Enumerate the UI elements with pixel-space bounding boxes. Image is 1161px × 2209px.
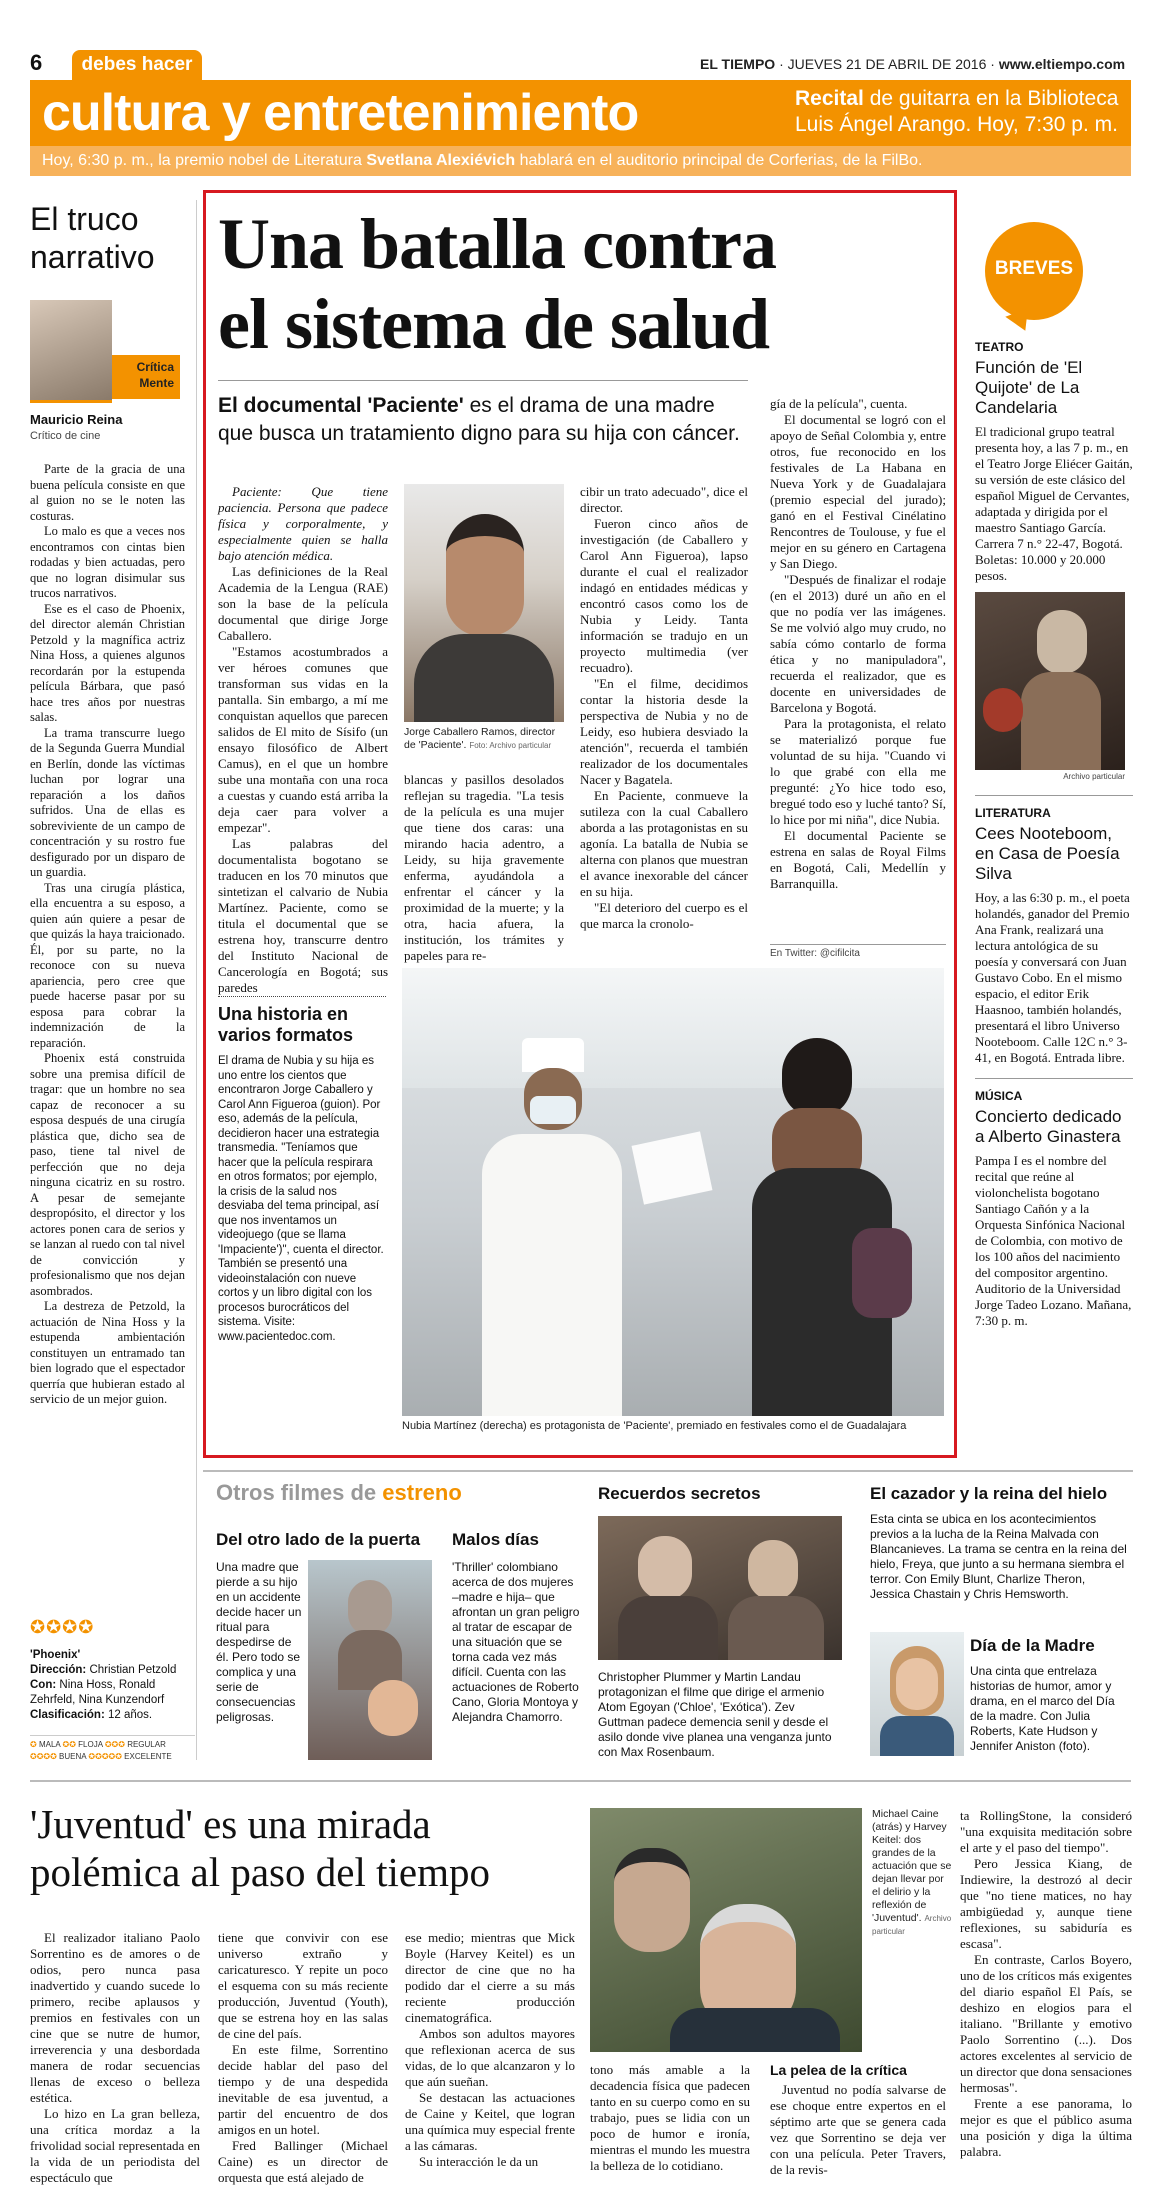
brief-item xyxy=(975,340,1133,584)
photo1-caption-text: Jorge Caballero Ramos, director de 'Paciente'. xyxy=(404,726,556,751)
column-paragraph: Ese es el caso de Phoenix, del director alemán Christian Petzold y la magnífica actriz Nina Hoss, a quienes algunos recordarán por la estupenda película Bárbara, que pasó hace tres años por nuestras salas. xyxy=(30,601,185,724)
columnist-role: Crítico de cine xyxy=(30,430,101,442)
film-photo-otro-lado xyxy=(308,1560,432,1760)
juventud-headline-line1: 'Juventud' es una mirada xyxy=(30,1801,431,1847)
main-col4-paragraph: El documental se logró con el apoyo de Señal Colombia y, entre otros, fue reconocido en los festivales de La Habana en Nueva York y de Guadalajara (premio especial del jurado); ganó en el Festival Cinélatino Rencontres de Toulouse, y fue el mejor en su género en Cartagena y San Diego. xyxy=(770,412,946,571)
twitter-handle[interactable]: En Twitter: @cifilcita xyxy=(770,944,946,959)
film-photo-recuerdos xyxy=(598,1516,842,1660)
main-col4-paragraph: gía de la película", cuenta. xyxy=(770,396,908,411)
brief-title: Cees Nooteboom, en Casa de Poesía Silva xyxy=(975,824,1120,883)
columnist-name: Mauricio Reina xyxy=(30,412,123,427)
juventud-photo-credit: Archivo particular xyxy=(872,1914,952,1936)
sidebar-body xyxy=(218,1054,384,1344)
director-photo xyxy=(404,484,564,722)
director-head xyxy=(446,514,524,636)
juventud-headline xyxy=(30,1800,590,1896)
film-title: El cazador y la reina del hielo xyxy=(870,1484,1108,1503)
section-tab-label: debes hacer xyxy=(81,54,193,75)
director-shirt xyxy=(414,634,554,722)
column-body xyxy=(30,462,185,1408)
rating-stars: ✪✪✪✪ xyxy=(30,1617,95,1637)
main-col1-lead: Paciente: Que tiene paciencia. Persona que padece física y corporalmente, y especialmente quien se halla bajo atención médica. xyxy=(218,484,388,563)
main-col3-paragraph: En Paciente, conmueve la sutileza con la cual Caballero aborda a las protagonistas en su agonía. La batalla de Nubia se alterna con planos que muestran el avance inexorable del cáncer en su hija. xyxy=(580,788,748,899)
deck-line2: que busca un tratamiento digno para su hija con cáncer. xyxy=(218,422,740,445)
main-col1-paragraph: "Estamos acostumbrados a ver héroes comunes que transforman sus vidas en la pantalla. Sin embargo, a mí me conquistan aquellos que parecen salidos de El mito de Sísifo (un ensayo filosófico de Albert Camus), en el que un hombre sube una montaña con una roca a cuestas y cuando está arriba la deja caer para volver a empezar". xyxy=(218,644,388,835)
juventud-photo-caption xyxy=(872,1808,952,1938)
badge-line2: Mente xyxy=(139,376,174,390)
ticker-bold: Svetlana Alexiévich xyxy=(366,152,516,169)
promo-text: de guitarra en la Biblioteca xyxy=(869,87,1119,110)
juventud-paragraph: Ambos son adultos mayores que reflexionan acerca de sus vidas, de lo que alcanzaron y lo que aún sueñan. xyxy=(405,2026,575,2089)
column-title xyxy=(30,200,155,276)
otros-top-rule xyxy=(203,1470,1133,1472)
juventud-paragraph: Fred Ballinger (Michael Caine) es un director de orquesta que está alejado de xyxy=(218,2138,388,2185)
cast-label: Con: xyxy=(30,1679,57,1691)
otros-label xyxy=(216,1480,462,1506)
main-col4-paragraph: "Después de finalizar el rodaje (en el 2013) duré un año en el que no podía ver las imágenes. Se me volvió algo muy crudo, no sabía cómo contarlo de forma ética y no manipuladora", recuerda el realizador, que es docente en universidades de Barcelona y Bogotá. xyxy=(770,572,946,715)
juventud-paragraph: Se destacan las actuaciones de Caine y Keitel, que logran una química muy especial frente a las cámaras. xyxy=(405,2090,575,2153)
juventud-col3 xyxy=(405,1930,575,2170)
masthead-line: EL TIEMPO · JUEVES 21 DE ABRIL DE 2016 · www.eltiempo.com xyxy=(700,56,1126,72)
main-col4-paragraph: Para la protagonista, el relato se materializó porque fue voluntad de su hija. "Cuando vi lo que grabé con ella me pregunté: ¿Yo hice todo eso, bregué todo eso y luché tanto? Sí, lo hice por mi niña", dice Nubia. xyxy=(770,716,946,827)
cast-names: Nina Hoss, Ronald Zehrfeld, Nina Kunzendorf xyxy=(30,1679,165,1706)
critica-body: Juventud no podía salvarse de ese choque entre expertos en el séptimo arte que se genera cada vez que Sorrentino se deja ver con una película. Peter Travers, de la revis- xyxy=(770,2082,946,2177)
film-body: 'Thriller' colombiano acerca de dos mujeres –madre e hija– que afrontan un gran peligro al tratar de escapar de una situación que se torna cada vez más difícil. Cuenta con las actuaciones de Roberto Cano, Gloria Montoya y Alejandra Chamorro. xyxy=(452,1560,580,1724)
columnist-photo xyxy=(30,300,112,403)
director-name: Christian Petzold xyxy=(89,1664,177,1676)
brief-item xyxy=(975,806,1133,1066)
left-column-divider xyxy=(196,200,197,1760)
newspaper-name: EL TIEMPO xyxy=(700,56,776,72)
deck-rest: es el drama de una madre xyxy=(463,394,715,417)
main-col1-paragraph: Las definiciones de la Real Academia de la Lengua (RAE) son la base de la película documental que dirige Jorge Caballero. xyxy=(218,564,388,643)
brief-tag: LITERATURA xyxy=(975,806,1051,820)
film-title: Del otro lado de la puerta xyxy=(216,1530,421,1549)
juventud-top-rule xyxy=(30,1780,1131,1782)
critica-badge xyxy=(112,355,180,399)
brief-photo-credit: Archivo particular xyxy=(1063,772,1125,781)
column-paragraph: La trama transcurre luego de la Segunda Guerra Mundial en Berlín, donde las víctimas luchan por lograr una reparación a los daños sufridos. Una de ellas es sobreviviente de un campo de concentración y su rostro fue desfigurado por un disparo de un guardia. xyxy=(30,725,185,879)
mother-figure xyxy=(732,1028,912,1416)
film-body: Una cinta que entrelaza historias de humor, amor y drama, en el marco del Día de la madre. Con Julia Roberts, Kate Hudson y Jennifer Aniston (foto). xyxy=(970,1664,1115,1753)
issue-date: JUEVES 21 DE ABRIL DE 2016 xyxy=(787,56,987,72)
main-col4 xyxy=(770,396,946,892)
film-title: Recuerdos secretos xyxy=(598,1484,761,1503)
breves-column xyxy=(975,340,1133,1329)
film-photo-dia-madre xyxy=(870,1632,964,1756)
papers xyxy=(632,1131,713,1204)
brief-body: Hoy, a las 6:30 p. m., el poeta holandés, ganador del Premio Ana Frank, realizará una lectura antológica de su poesía y conversará con Juan Gustavo Cobo. En el mismo espacio, el editor Erik Haasnoo, también holandés, presentará el libro Universo Nooteboom. Calle 12C n.° 3-41, en Bogotá. Entrada libre. xyxy=(975,890,1130,1065)
sidebar-title xyxy=(218,1004,388,1046)
column-title-line1: El truco xyxy=(30,201,139,237)
main-col2-text: blancas y pasillos desolados reflejan su tragedia. "La tesis de la película es una mujer que tiene dos caras: una mirando hacia adentro, a Leidy, su hija gravemente enferma, ayudándola a enfrentar el cáncer y la proximidad de la muerte; y la otra, hacia afuera, la institución, los trámites y papeles para re- xyxy=(404,772,564,963)
otros-label-pre: Otros filmes de xyxy=(216,1480,383,1505)
film-body: Christopher Plummer y Martin Landau protagonizan el filme que dirige el armenio Atom Egoyan ('Chloe', 'Exótica'). Zev Guttman padece demencia senil y desde el asilo donde vive planea una venganza junto con Max Rosenbaum. xyxy=(598,1670,832,1759)
legend-item: FLOJA xyxy=(78,1740,103,1749)
legend-item: MALA xyxy=(38,1740,61,1749)
column-paragraph: Parte de la gracia de una buena película consiste en que al guion no se le noten las costuras. xyxy=(30,462,185,523)
juventud-paragraph: Su interacción le da un xyxy=(419,2154,539,2169)
ticker-pre: Hoy, 6:30 p. m., la premio nobel de Literatura xyxy=(42,152,367,169)
juventud-caption-text: Michael Caine (atrás) y Harvey Keitel: dos grandes de la actuación que se dejan llevar por el delirio y la reflexión de 'Juventud'. xyxy=(872,1808,952,1924)
headline-rule xyxy=(218,380,748,381)
main-col3-paragraph: "En el filme, decidimos contar la historia desde la perspectiva de Nubia y no de Leidy, eso hubiera desviado la atención", recuerda el también realizador de los documentales Nacer y Bagatela. xyxy=(580,676,748,787)
juventud-paragraph: tono más amable a la decadencia física que padecen tanto en su cuerpo como en su trabajo, pues se lidia con un poco de humor e ironía, mientras el mundo les muestra la belleza de lo cotidiano. xyxy=(590,2062,750,2173)
brief-title: Concierto dedicado a Alberto Ginastera xyxy=(975,1107,1122,1146)
brief-body: Pampa I es el nombre del recital que reúne al violonchelista bogotano Santiago Cañón y a la Orquesta Sinfónica Nacional de Colombia, con motivo de los 100 años del nacimiento del compositor argentino. Auditorio de la Universidad Jorge Tadeo Lozano. Mañana, 7:30 p. m. xyxy=(975,1153,1132,1328)
main-col2 xyxy=(404,772,564,964)
ticker-post: hablará en el auditorio principal de Corferias, de la FilBo. xyxy=(515,152,923,169)
brief-item xyxy=(975,1089,1133,1329)
main-col1-paragraph: Las palabras del documentalista bogotano se traducen en los 70 minutos que sintetizan el calvario de Nubia Martínez. Paciente, como se titula el documental que se estrena hoy, transcurre dentro del Instituto Nacional de Cancerología en Bogotá; sus paredes xyxy=(218,836,388,995)
juventud-paragraph: Frente a ese panorama, lo mejor es que el público asuma una posición y diga la última palabra. xyxy=(960,2096,1132,2159)
sidebar-title-line1: Una historia en xyxy=(218,1004,349,1024)
juventud-paragraph: ese medio; mientras que Mick Boyle (Harvey Keitel) es un director de cine que no ha podido dar el cierre a su más reciente producción cinematográfica. xyxy=(405,1930,575,2025)
juventud-paragraph: Pero Jessica Kiang, de Indiewire, la destrozó al decir que "no tiene matices, no hay ambigüedad y, aunque tiene reflexiones, su sabiduría es escasa". xyxy=(960,1856,1132,1951)
column-title-line2: narrativo xyxy=(30,239,155,275)
column-paragraph: La destreza de Petzold, la actuación de Nina Hoss y la estupenda ambientación constituyen un entramado tan bien logrado que el espectador querría que hubieran estado al servicio de un mejor guion. xyxy=(30,1299,185,1406)
sidebar-title-line2: varios formatos xyxy=(218,1025,354,1045)
sidebar-text: El drama de Nubia y su hija es uno entre los cientos que encontraron Jorge Caballero y Carol Ann Figueroa (guion). Por eso, además de la película, decidieron hacer una estrategia transmedia. "Teníamos que hacer que la película respirara en otros formatos; por ejemplo, la crisis de la salud nos desviaba del tema principal, así que nos inventamos un videojuego (que se llama 'Impaciente')", cuenta el director. También se presentó una videoinstalación con nueve cortos y un libro digital con los procesos burocráticos del sistema. Visite: xyxy=(218,1055,384,1328)
ticker-bar xyxy=(30,146,1131,176)
sidebar-rule xyxy=(218,996,386,997)
main-col3-paragraph: "El deterioro del cuerpo es el que marca la cronolo- xyxy=(580,900,748,931)
main-headline-line2: el sistema de salud xyxy=(218,284,770,364)
section-title: cultura y entretenimiento xyxy=(42,84,639,142)
juventud-paragraph: El realizador italiano Paolo Sorrentino es de amores o de odios, pero nunca pasa inadvertido y cuando sucede lo primero, recibe aplausos y premios en festivales con un cine que se nutre de humor, irreverencia y una desbordada manera de rodar secuencias llenas de exceso o belleza estética. xyxy=(30,1930,200,2105)
film-title: Día de la Madre xyxy=(970,1636,1095,1655)
legend-item: EXCELENTE xyxy=(124,1752,172,1761)
brief-title: Función de 'El Quijote' de La Candelaria xyxy=(975,358,1083,417)
column-paragraph: Tras una cirugía plástica, ella encuentra a su esposo, a quien aún quiere a pesar de que quizás la haya traicionado. Él, por su parte, no la reconoce con su nueva apariencia, pero cree que puede hacerse pasar por su esposa para cobrar la indemnización de la reparación. xyxy=(30,880,185,1050)
film-body: Esta cinta se ubica en los acontecimientos previos a la lucha de la Reina Malvada con Blancanieves. La trama se centra en la reina del hielo, Freya, que junto a su hermana siembra el terror. Con Emily Blunt, Charlize Theron, Jessica Chastain y Chris Hemsworth. xyxy=(870,1512,1127,1601)
juventud-col6 xyxy=(960,1808,1132,2160)
film-credits xyxy=(30,1648,190,1723)
main-col1 xyxy=(218,484,388,996)
column-paragraph: Lo malo es que a veces nos encontramos con cintas bien rodadas y bien actuadas, pero que no logran disimular sus trucos narrativos. xyxy=(30,524,185,600)
critica-box xyxy=(770,2062,946,2178)
section-tab xyxy=(72,50,202,80)
film-body: Una madre que pierde a su hijo en un accidente decide hacer un ritual para despedirse de él. Pero todo se complica y una serie de consecuencias peligrosas. xyxy=(216,1560,302,1724)
film-title: Malos días xyxy=(452,1530,539,1549)
main-col4-paragraph: El documental Paciente se estrena en salas de Royal Films en Bogotá, Cali, Medellín y Barranquilla. xyxy=(770,828,946,891)
juventud-photo xyxy=(590,1808,862,2052)
photo1-credit: Foto: Archivo particular xyxy=(469,741,552,750)
legend-item: REGULAR xyxy=(127,1740,166,1749)
main-col3-paragraph: Fueron cinco años de investigación (de Caballero y Carol Ann Figueroa), lapso durante el cual el realizador indagó en entidades médicas y encontró casos como los de Nubia y Leidy. Tanta información se tradujo en un proyecto multimedia (ver recuadro). xyxy=(580,516,748,675)
sidebar-url[interactable]: www.pacientedoc.com. xyxy=(218,1330,336,1343)
juventud-paragraph: ta RollingStone, la consideró "una exquisita meditación sobre el arte y el paso del tiempo". xyxy=(960,1808,1132,1855)
juventud-paragraph: En este filme, Sorrentino decide hablar del paso del tiempo y de una despedida inevitable de esa juventud, a partir del encuentro de dos amigos en un hotel. xyxy=(218,2042,388,2137)
juventud-paragraph: Lo hizo en La gran belleza, una crítica mordaz a la frivolidad social representada en la vida de un periodista del espectáculo que xyxy=(30,2106,200,2185)
brief-tag: MÚSICA xyxy=(975,1089,1023,1103)
column-paragraph: Phoenix está construida sobre una premisa difícil de tragar: que un hombre no sea capaz de reconocer a su esposa después de una cirugía plástica que, dicho sea de paso, tiene tal nivel de perfección que no deja ninguna cicatriz en su rostro. A pesar de semejante despropósito, el director y los actores ponen cara de serios y se lanzan al ruedo con tal nivel de convicción y profesionalismo que nos dejan asombrados. xyxy=(30,1051,185,1298)
photo2-caption: Nubia Martínez (derecha) es protagonista de 'Paciente', premiado en festivales como el de Guadalajara xyxy=(402,1420,907,1432)
rating-legend: ✪ MALA ✪✪ FLOJA ✪✪✪ REGULAR ✪✪✪✪ BUENA ✪✪✪✪✪ EXCELENTE xyxy=(30,1735,195,1763)
juventud-col2 xyxy=(218,1930,388,2186)
director-label: Dirección: xyxy=(30,1664,87,1676)
promo-bold: Recital xyxy=(795,87,864,110)
breves-label: BREVES xyxy=(994,258,1074,279)
brief-body: El tradicional grupo teatral presenta hoy, a las 7 p. m., en el Teatro Jorge Eliécer Gaitán, su versión de este clásico del español Miguel de Cervantes, adaptada y dirigida por el maestro Santiago García. Carrera 7 n.° 22-47, Bogotá. Boletas: 10.000 y 20.000 pesos. xyxy=(975,424,1133,583)
juventud-headline-line2: polémica al paso del tiempo xyxy=(30,1849,490,1895)
legend-item: BUENA xyxy=(59,1752,87,1761)
brief-photo xyxy=(975,592,1125,770)
promo-line2: Luis Ángel Arango. Hoy, 7:30 p. m. xyxy=(795,113,1118,136)
badge-line1: Crítica xyxy=(136,360,174,374)
main-headline-line1: Una batalla contra xyxy=(218,204,776,284)
hospital-photo xyxy=(402,968,944,1416)
main-col3 xyxy=(580,484,748,932)
critica-title: La pelea de la crítica xyxy=(770,2062,907,2078)
brief-tag: TEATRO xyxy=(975,340,1024,354)
brief-divider xyxy=(975,1078,1133,1079)
nurse-figure xyxy=(472,1038,632,1416)
main-headline xyxy=(218,204,948,364)
film-title: 'Phoenix' xyxy=(30,1649,81,1661)
juventud-paragraph: En contraste, Carlos Boyero, uno de los críticos más exigentes del diario español El País, se deshizo en elogios para el italiano. "Brillante y emotivo Paolo Sorrentino (...). Dos actores excelentes al servicio de un director que dona sensaciones hermosas". xyxy=(960,1952,1132,2095)
main-col3-paragraph: cibir un trato adecuado", dice el director. xyxy=(580,484,748,515)
classification-label: Clasificación: xyxy=(30,1709,105,1721)
juventud-col4 xyxy=(590,2062,750,2174)
promo-box xyxy=(795,86,1118,138)
brief-divider xyxy=(975,795,1133,796)
classification-value: 12 años. xyxy=(107,1709,153,1721)
page-number: 6 xyxy=(30,50,43,75)
juventud-paragraph: tiene que convivir con ese universo extraño y caricaturesco. Y repite un poco el esquema con su más reciente producción, Juventud (Youth), que se estrena hoy en las salas de cine del país. xyxy=(218,1930,388,2041)
main-deck xyxy=(218,392,758,448)
photo1-caption xyxy=(404,726,564,752)
otros-label-accent: estreno xyxy=(382,1480,462,1505)
juventud-col1 xyxy=(30,1930,200,2186)
site-url[interactable]: www.eltiempo.com xyxy=(998,56,1126,72)
deck-bold: El documental 'Paciente' xyxy=(218,394,464,417)
